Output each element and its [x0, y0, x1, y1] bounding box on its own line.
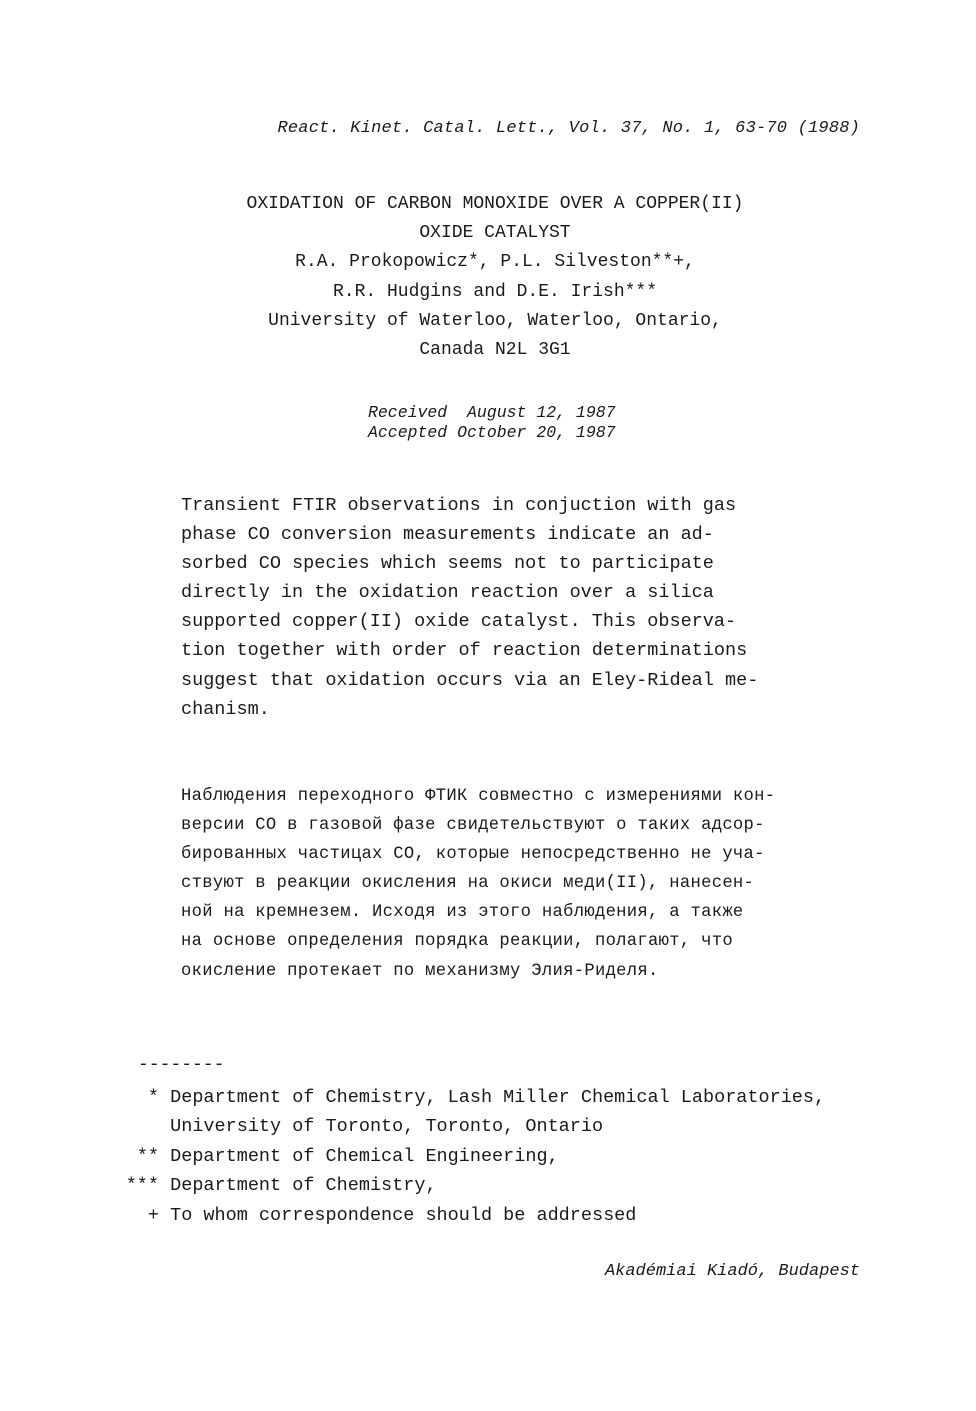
title-block [0, 190, 976, 365]
abstract-russian [181, 782, 775, 986]
paper-title-line-2: OXIDE CATALYST [419, 223, 571, 244]
paper-title-line-1: OXIDATION OF CARBON MONOXIDE OVER A COPPER(II) [246, 194, 744, 214]
publisher-imprint: Akadémiai Kiadó, Budapest [604, 1262, 860, 1281]
abstract-en-line: supported copper(II) oxide catalyst. This observa- [181, 611, 737, 633]
affiliation-line-1: University of Waterloo, Waterloo, Ontario, [268, 310, 722, 331]
abstract-ru-line: на основе определения порядка реакции, полагают, что [181, 932, 733, 952]
received-date: Received August 12, 1987 [368, 403, 616, 422]
footnote-text: University of Toronto, Toronto, Ontario [170, 1116, 604, 1138]
accepted-date: Accepted October 20, 1987 [368, 423, 616, 442]
footnote-mark: *** [125, 1175, 159, 1197]
footnote-mark: + [147, 1204, 159, 1226]
abstract-en-line: directly in the oxidation reaction over a silica [181, 582, 714, 604]
footnotes [110, 1083, 825, 1230]
footnote-item [110, 1083, 825, 1112]
abstract-en-line: chanism. [181, 698, 270, 720]
footnote-mark: ** [136, 1145, 159, 1167]
footnote-rule: -------- [138, 1055, 225, 1075]
abstract-ru-line: версии CO в газовой фазе свидетельствуют о таких адсор- [181, 816, 765, 836]
footnote-item [110, 1142, 825, 1171]
authors-line-2: R.R. Hudgins and D.E. Irish*** [332, 281, 658, 302]
abstract-en-line: suggest that oxidation occurs via an Eley-Rideal me- [181, 669, 759, 691]
affiliation-line-2: Canada N2L 3G1 [419, 340, 571, 361]
dates-block [368, 403, 616, 443]
abstract-ru-line: бированных частицах CO, которые непосредственно не уча- [181, 845, 765, 865]
footnote-text: Department of Chemistry, [170, 1175, 437, 1197]
journal-reference: React. Kinet. Catal. Lett., Vol. 37, No. 1, 63-70 (1988) [277, 119, 860, 138]
authors-line-1: R.A. Prokopowicz*, P.L. Silveston**+, [295, 252, 695, 273]
footnote-text: Department of Chemistry, Lash Miller Chemical Laboratories, [170, 1087, 826, 1108]
abstract-en-line: tion together with order of reaction determinations [181, 640, 748, 662]
abstract-en-line: sorbed CO species which seems not to participate [181, 553, 714, 575]
footnote-text: To whom correspondence should be addressed [170, 1204, 637, 1226]
abstract-ru-line: окисление протекает по механизму Элия-Риделя. [181, 961, 659, 981]
abstract-en-line: Transient FTIR observations in conjuction with gas [181, 495, 737, 516]
footnote-item [110, 1112, 825, 1141]
abstract-english [181, 491, 758, 724]
abstract-ru-line: ной на кремнезем. Исходя из этого наблюдения, а также [181, 903, 744, 923]
footnote-item [110, 1201, 825, 1230]
abstract-ru-line: ствуют в реакции окисления на окиси меди(II), нанесен- [181, 874, 755, 894]
abstract-ru-line: Наблюдения переходного ФТИК совместно с измерениями кон- [181, 787, 776, 806]
abstract-en-line: phase CO conversion measurements indicate an ad- [181, 524, 714, 546]
footnote-item [110, 1171, 825, 1200]
footnote-text: Department of Chemical Engineering, [170, 1145, 559, 1167]
footnote-mark: * [147, 1087, 159, 1108]
